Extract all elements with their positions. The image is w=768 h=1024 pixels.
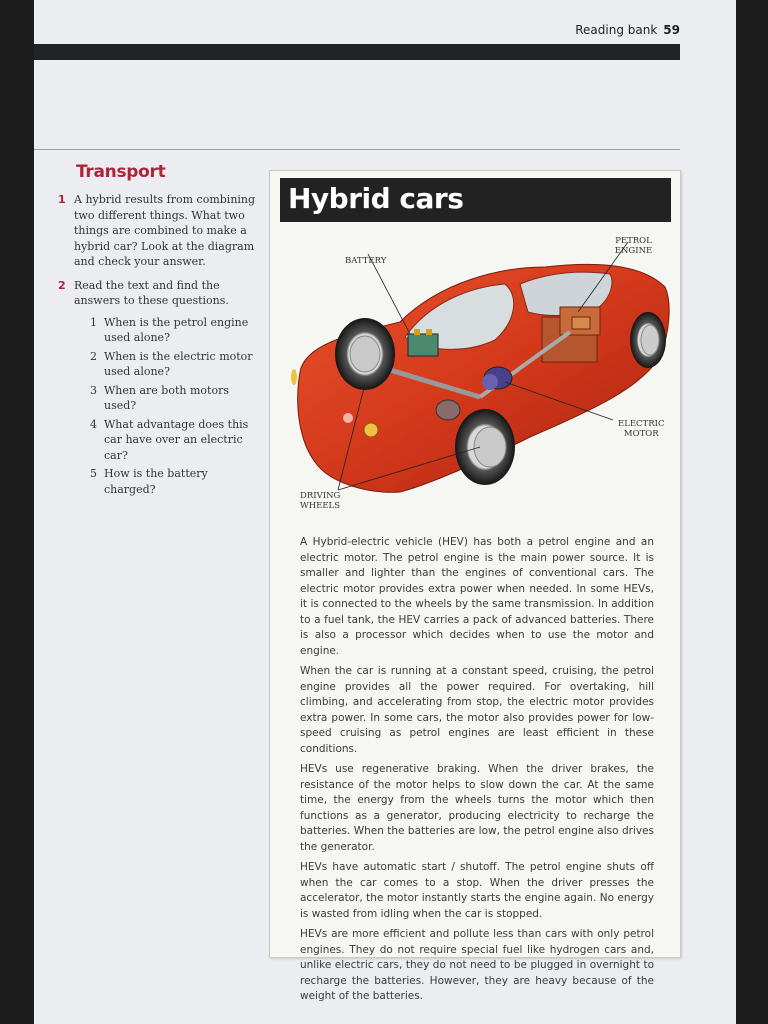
label-driving-wheels	[300, 491, 340, 511]
question-item	[90, 383, 258, 414]
question-text: When are both motors used?	[104, 383, 229, 412]
question-number: 4	[90, 417, 97, 431]
divider	[34, 149, 680, 150]
label-electric-motor	[618, 419, 665, 439]
task-number: 2	[58, 278, 66, 292]
question-text: How is the battery charged?	[104, 467, 208, 496]
section-title: Transport	[76, 162, 166, 182]
running-title: Reading bank	[575, 23, 658, 37]
question-item	[90, 315, 258, 346]
hybrid-cars-card	[269, 170, 681, 1002]
question-item	[90, 466, 258, 497]
front-right-wheel	[455, 409, 515, 485]
label-driving-wheels-line1: DRIVING	[300, 491, 341, 501]
question-text: When is the electric motor used alone?	[104, 349, 253, 378]
card-title: Hybrid cars	[288, 182, 464, 215]
task-text: Read the text and find the answers to these questions.	[74, 278, 229, 307]
task-2	[58, 278, 258, 501]
question-list	[90, 315, 258, 498]
label-battery: BATTERY	[345, 256, 387, 266]
question-number: 1	[90, 315, 97, 329]
paragraph: HEVs are more efficient and pollute less than cars with only petrol engines. They do not require special fuel like hydrogen cars and, unlike electric cars, they do not need to be plugged in overnight to recharge the batteries. However, they are heavy because of the weight of the batteries.	[300, 928, 654, 1002]
running-head	[575, 23, 680, 37]
question-number: 3	[90, 383, 97, 397]
car-illustration	[280, 222, 671, 517]
question-text: What advantage does this car have over an electric car?	[104, 417, 249, 462]
page-number: 59	[663, 23, 680, 37]
question-item	[90, 417, 258, 464]
header-bar	[34, 44, 680, 60]
label-petrol-engine: PETROL ENGINE	[614, 236, 653, 256]
question-number: 2	[90, 349, 97, 363]
card-header	[280, 178, 671, 222]
rear-wheel	[630, 312, 666, 368]
paragraph: HEVs use regenerative braking. When the driver brakes, the resistance of the motor helps to slow down the car. At the same time, the energy from the wheels turns the motor which then functions as a generator, producing electricity to recharge the batteries. When the batteries are low, the petrol engine also drives the generator.	[300, 763, 654, 853]
question-text: When is the petrol engine used alone?	[104, 315, 249, 344]
paragraph: When the car is running at a constant speed, cruising, the petrol engine provides all the power required. For overtaking, hill climbing, and accelerating from stop, the electric motor provides extra power. In some cars, the motor also provides power for low-speed cruising as petrol engines are least efficient in these conditions.	[300, 665, 654, 755]
article-text	[300, 535, 654, 1010]
label-electric-motor-line1: ELECTRIC	[618, 419, 665, 429]
paragraph: A Hybrid-electric vehicle (HEV) has both a petrol engine and an electric motor. The petrol engine is the main power source. It is smaller and lighter than the engines of conventional cars. The electric motor provides extra power when needed. In some HEVs, it is connected to the wheels by the same transmission. In addition to a fuel tank, the HEV carries a pack of advanced batteries. There is also a processor which decides when to use the motor and engine.	[300, 536, 654, 657]
hybrid-car-diagram	[280, 222, 671, 517]
question-number: 5	[90, 467, 97, 480]
front-left-wheel	[335, 318, 395, 390]
question-item	[90, 349, 258, 380]
task-1	[58, 192, 258, 270]
label-driving-wheels-line2: WHEELS	[300, 501, 341, 511]
book-page	[34, 0, 736, 1024]
task-number: 1	[58, 193, 66, 206]
paragraph: HEVs have automatic start / shutoff. The petrol engine shuts off when the car comes to a stop. When the driver presses the accelerator, the motor instantly starts the engine again. No energy is wasted from idling when the car is stopped.	[300, 861, 654, 920]
task-text: A hybrid results from combining two different things. What two things are combined to make a hybrid car? Look at the diagram and check your answer.	[74, 193, 256, 268]
label-electric-motor-line2: MOTOR	[623, 429, 659, 439]
exercise-column	[58, 162, 258, 508]
